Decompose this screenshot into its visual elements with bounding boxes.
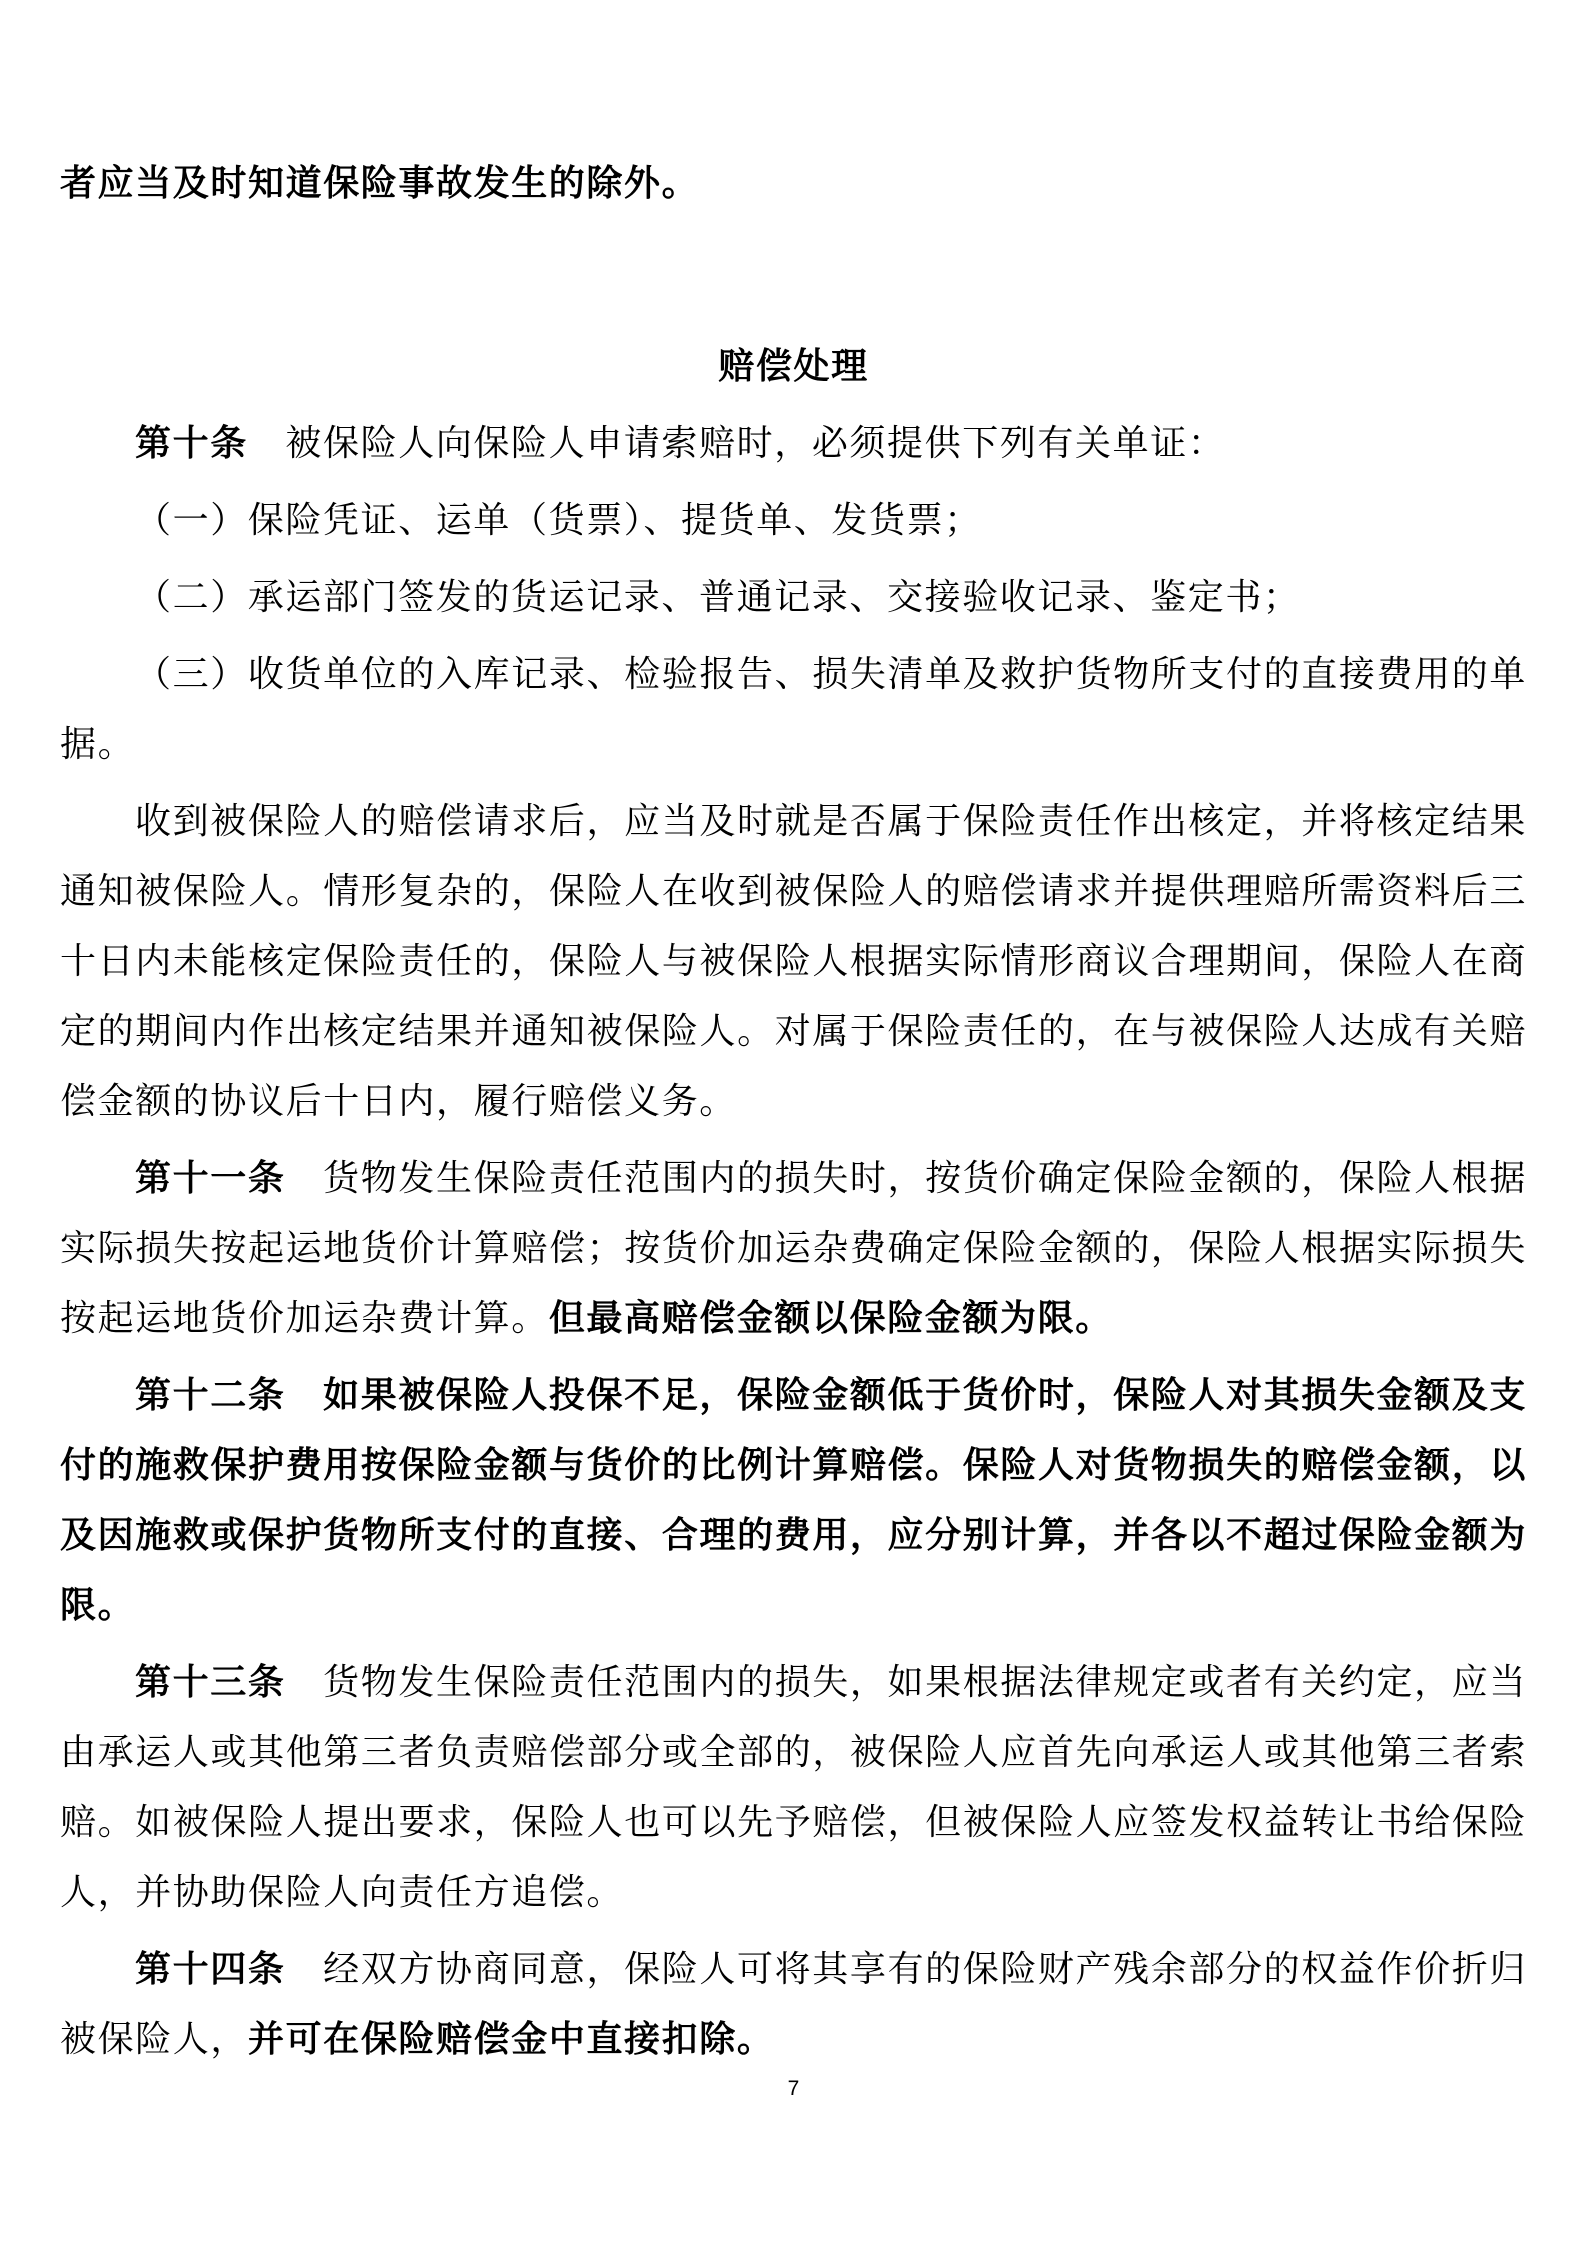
list-item-3: （三）收货单位的入库记录、检验报告、损失清单及救护货物所支付的直接费用的单据。 [60, 653, 1527, 764]
article-11-paragraph [60, 1143, 1527, 1353]
list-item-2: （二）承运部门签发的货运记录、普通记录、交接验收记录、鉴定书； [135, 576, 1301, 617]
article-13-paragraph [60, 1647, 1527, 1927]
page-number: 7 [787, 2077, 800, 2100]
article-14-bold-tail: 并可在保险赔偿金中直接扣除。 [248, 2018, 775, 2059]
article-14-paragraph [60, 1934, 1527, 2074]
article-10-term: 第十条 [135, 422, 248, 463]
continuation-line: 者应当及时知道保险事故发生的除外。 [60, 162, 700, 203]
article-10-paragraph [60, 408, 1527, 478]
article-13-body: 货物发生保险责任范围内的损失，如果根据法律规定或者有关约定，应当由承运人或其他第三者负责赔偿部分或全部的，被保险人应首先向承运人或其他第三者索赔。如被保险人提出要求，保险人也可以先予赔偿，但被保险人应签发权益转让书给保险人，并协助保险人向责任方追偿。 [60, 1661, 1527, 1912]
article-10-separator [248, 422, 286, 463]
article-11-body: 货物发生保险责任范围内的损失时，按货价确定保险金额的，保险人根据实际损失按起运地货价计算赔偿；按货价加运杂费确定保险金额的，保险人根据实际损失按起运地货价加运杂费计算。 [60, 1157, 1527, 1338]
document-body [60, 148, 1527, 2074]
article-12-separator [286, 1374, 324, 1415]
article-12-term: 第十二条 [135, 1374, 286, 1415]
article-14-separator [286, 1948, 324, 1989]
article-13-separator [286, 1661, 324, 1702]
article-11-separator [286, 1157, 324, 1198]
article-11-bold-tail: 但最高赔偿金额以保险金额为限。 [548, 1297, 1113, 1338]
article-14-body: 经双方协商同意，保险人可将其享有的保险财产残余部分的权益作价折归被保险人， [60, 1948, 1527, 2059]
article-10-body: 被保险人向保险人申请索赔时，必须提供下列有关单证： [285, 422, 1226, 463]
claim-review-paragraph: 收到被保险人的赔偿请求后，应当及时就是否属于保险责任作出核定，并将核定结果通知被保险人。情形复杂的，保险人在收到被保险人的赔偿请求并提供理赔所需资料后三十日内未能核定保险责任的，保险人与被保险人根据实际情形商议合理期间，保险人在商定的期间内作出核定结果并通知被保险人。对属于保险责任的，在与被保险人达成有关赔偿金额的协议后十日内，履行赔偿义务。 [60, 800, 1527, 1121]
article-12-body: 如果被保险人投保不足，保险金额低于货价时，保险人对其损失金额及支付的施救保护费用按保险金额与货价的比例计算赔偿。保险人对货物损失的赔偿金额，以及因施救或保护货物所支付的直接、合理的费用，应分别计算，并各以不超过保险金额为限。 [60, 1374, 1527, 1625]
section-heading: 赔偿处理 [718, 345, 869, 386]
article-14-term: 第十四条 [135, 1948, 286, 1989]
article-11-term: 第十一条 [135, 1157, 286, 1198]
article-12-paragraph [60, 1360, 1527, 1640]
list-item-1: （一）保险凭证、运单（货票）、提货单、发货票； [135, 499, 982, 540]
article-13-term: 第十三条 [135, 1661, 286, 1702]
